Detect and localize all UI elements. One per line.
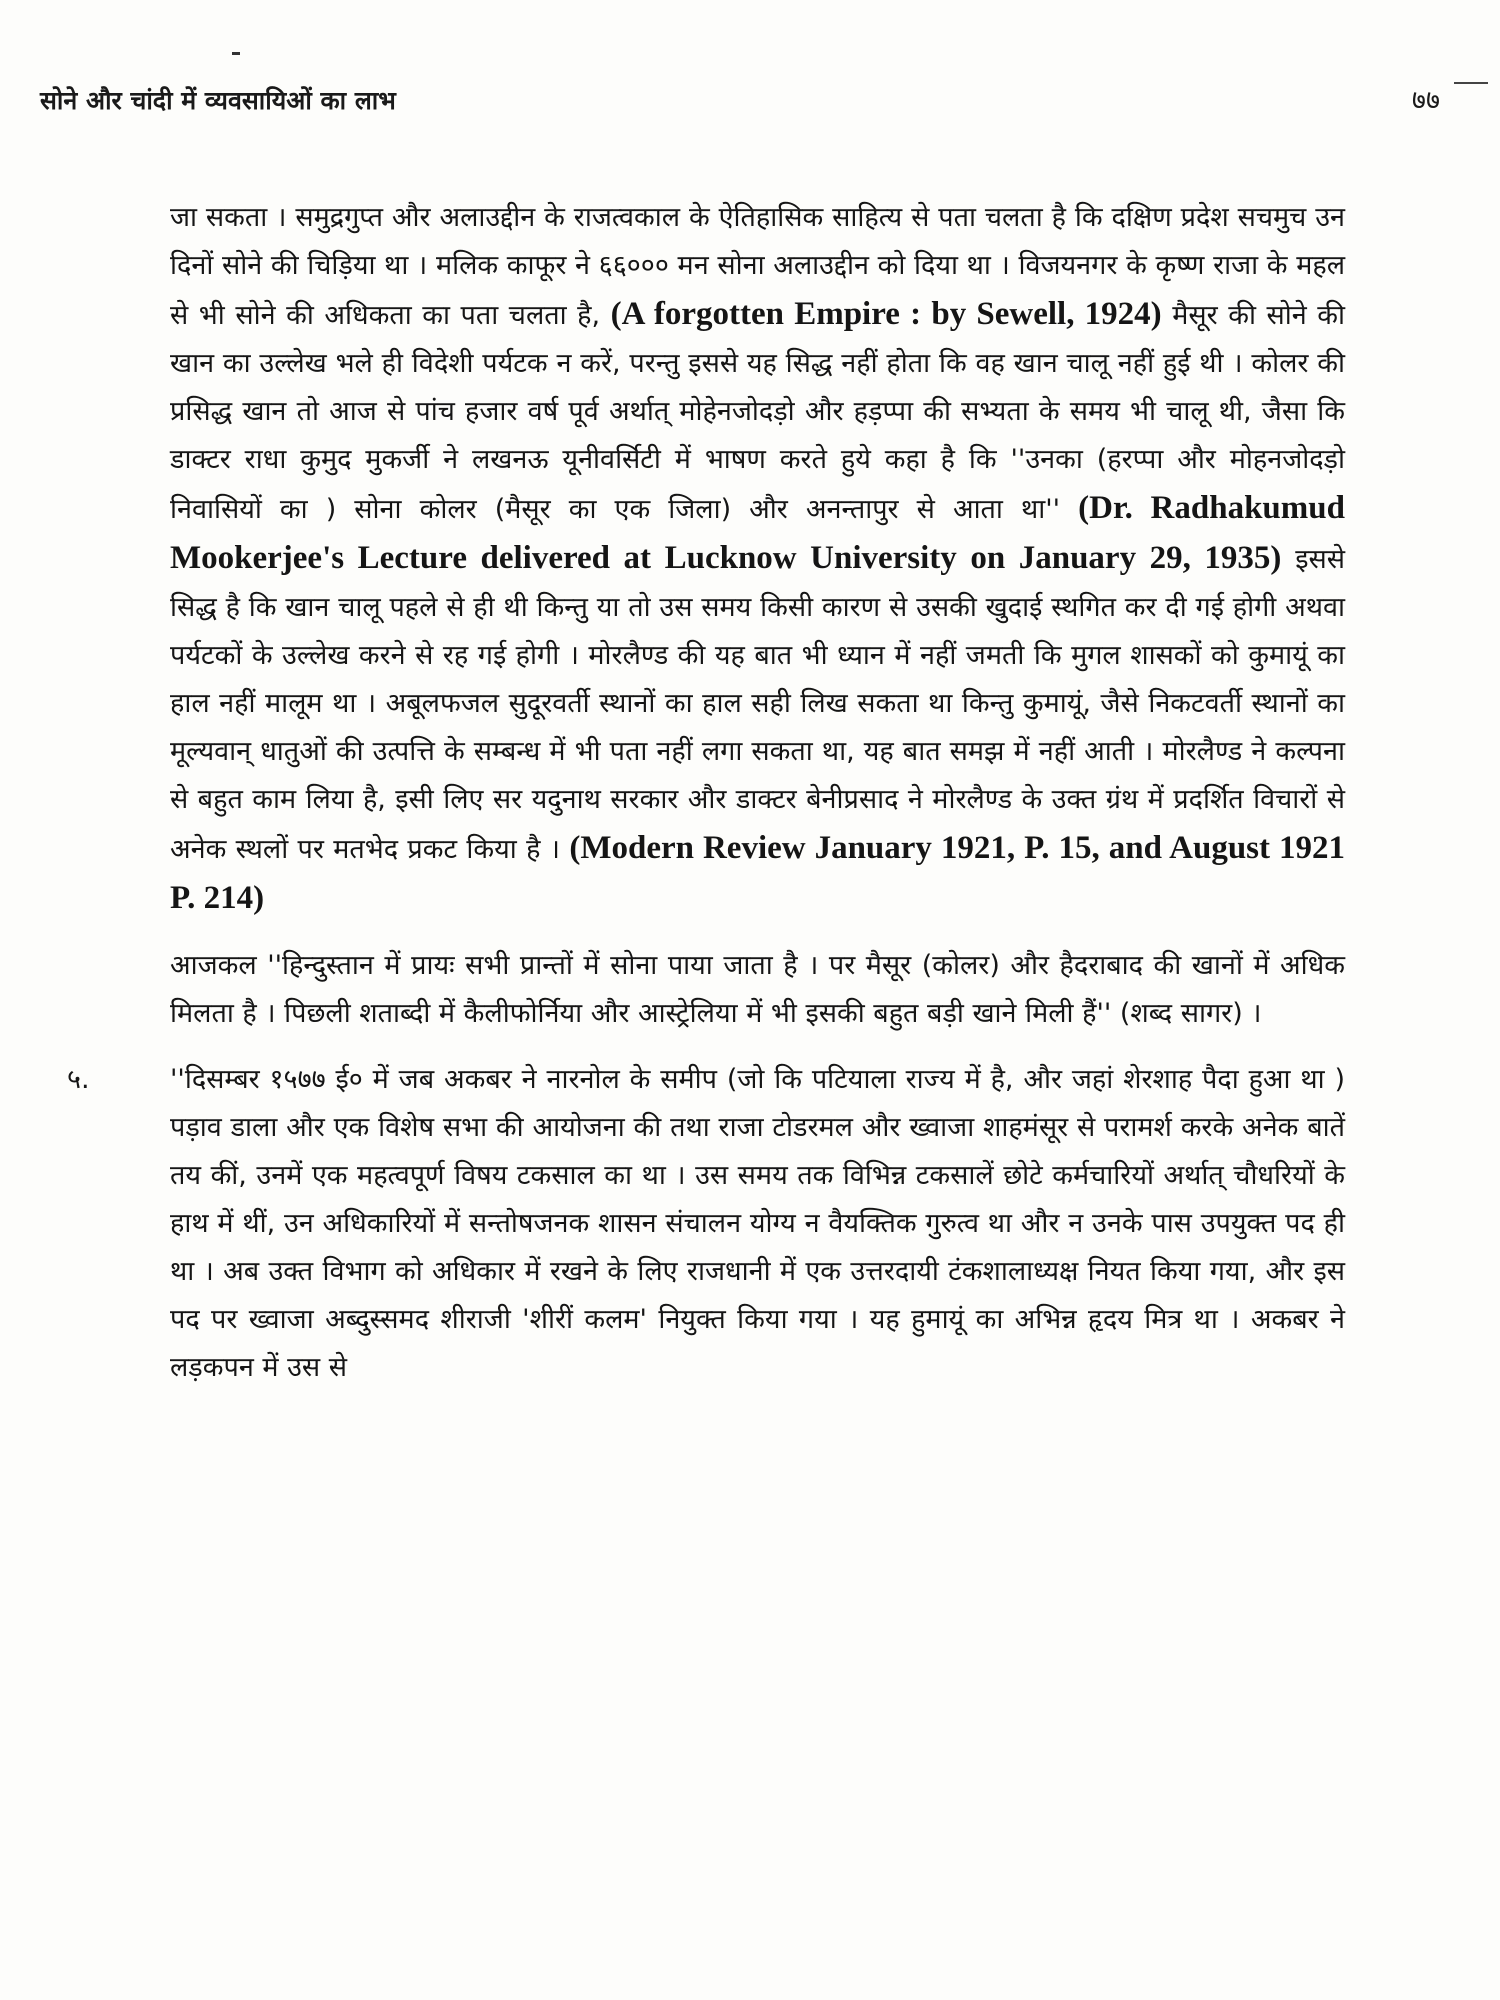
chapter-title: सोने और चांदी में व्यवसायिओं का लाभ [40, 86, 396, 115]
paragraph-gold-today: आजकल ''हिन्दुस्तान में प्रायः सभी प्रान्तों में सोना पाया जाता है । पर मैसूर (कोलर) और हैदराबाद की खानों में अधिक मिलता है । पिछली शताब्दी में कैलीफोर्निया और आस्ट्रेलिया में भी इसकी बहुत बड़ी खाने मिली हैं'' (शब्द सागर) । [170, 950, 1345, 1029]
body-text [67, 194, 1346, 1392]
numbered-item-5 [67, 1056, 1345, 1392]
ink-speck [232, 52, 240, 55]
running-header [40, 80, 1440, 130]
citation-mookerjee-lecture: (Dr. Radhakumud Mookerjee's Lecture delivered at Lucknow University on January 29, 1935) [170, 490, 1345, 576]
page-number: ७७ [1411, 85, 1440, 116]
citation-modern-review: (Modern Review January 1921, P. 15, and August 1921 P. 214) [170, 830, 1346, 916]
header-rule [1454, 82, 1488, 84]
paragraph-text: मैसूर की सोने की खान का उल्लेख भले ही विदेशी पर्यटक न करें, परन्तु इससे यह सिद्ध नहीं होता कि वह खान चालू नहीं हुई थी । कोलर की प्रसिद्ध खान तो आज से पांच हजार वर्ष पूर्व अर्थात् मोहेनजोदड़ो और हड़प्पा की सभ्यता के समय भी चालू थी, जैसा कि डाक्टर राधा कुमुद मुकर्जी ने लखनऊ यूनीवर्सिटी में भाषण करते हुये कहा है कि ''उनका (हरप्पा और मोहनजोदड़ो निवासियों का ) सोना कोलर (मैसूर का एक जिला) और अनन्तापुर से आता था'' [170, 300, 1345, 525]
paragraph-text: जा सकता । समुद्रगुप्त और अलाउद्दीन के राजत्वकाल के ऐतिहासिक साहित्य से पता चलता है कि दक्षिण प्रदेश सचमुच उन दिनों सोने की चिड़िया था । मलिक काफूर ने ६६००० मन सोना अलाउद्दीन को दिया था । विजयनगर के कृष्ण राजा के महल से भी सोने की अधिकता का पता चलता है, [170, 202, 1345, 331]
item-number: ५. [67, 1064, 90, 1095]
item-text: ''दिसम्बर १५७७ ई० में जब अकबर ने नारनोल के समीप (जो कि पटियाला राज्य में है, और जहां शेरशाह पैदा हुआ था ) पड़ाव डाला और एक विशेष सभा की आयोजना की तथा राजा टोडरमल और ख्वाजा शाहमंसूर से परामर्श करके अनेक बातें तय कीं, उनमें एक महत्वपूर्ण विषय टकसाल का था । उस समय तक विभिन्न टकसालें छोटे कर्मचारियों अर्थात् चौधरियों के हाथ में थीं, उन अधिकारियों में सन्तोषजनक शासन संचालन योग्य न वैयक्तिक गुरुत्व था और न उनके पास उपयुक्त पद ही था । अब उक्त विभाग को अधिकार में रखने के लिए राजधानी में एक उत्तरदायी टंकशालाध्यक्ष नियत किया गया, और इस पद पर ख्वाजा अब्दुस्समद शीराजी 'शीरीं कलम' नियुक्त किया गया । यह हुमायूं का अभिन्न हृदय मित्र था । अकबर ने लड़कपन में उस से [170, 1064, 1345, 1383]
paragraph-text: इससे सिद्ध है कि खान चालू पहले से ही थी किन्तु या तो उस समय किसी कारण से उसकी खुदाई स्थगित कर दी गई होगी अथवा पर्यटकों के उल्लेख करने से रह गई होगी । मोरलैण्ड की यह बात भी ध्यान में नहीं जमती कि मुगल शासकों को कुमायूं का हाल नहीं मालूम था । अबूलफजल सुदूरवर्ती स्थानों का हाल सही लिख सकता था किन्तु कुमायूं, जैसे निकटवर्ती स्थानों का मूल्यवान् धातुओं की उत्पत्ति के सम्बन्ध में भी पता नहीं लगा सकता था, यह बात समझ में नहीं आती । मोरलैण्ड ने कल्पना से बहुत काम लिया है, इसी लिए सर यदुनाथ सरकार और डाक्टर बेनीप्रसाद ने मोरलैण्ड के उक्त ग्रंथ में प्रदर्शित विचारों से अनेक स्थलों पर मतभेद प्रकट किया है । [170, 544, 1345, 865]
paragraph-gold-history [170, 194, 1345, 924]
citation-forgotten-empire: (A forgotten Empire : by Sewell, 1924) [610, 296, 1162, 332]
